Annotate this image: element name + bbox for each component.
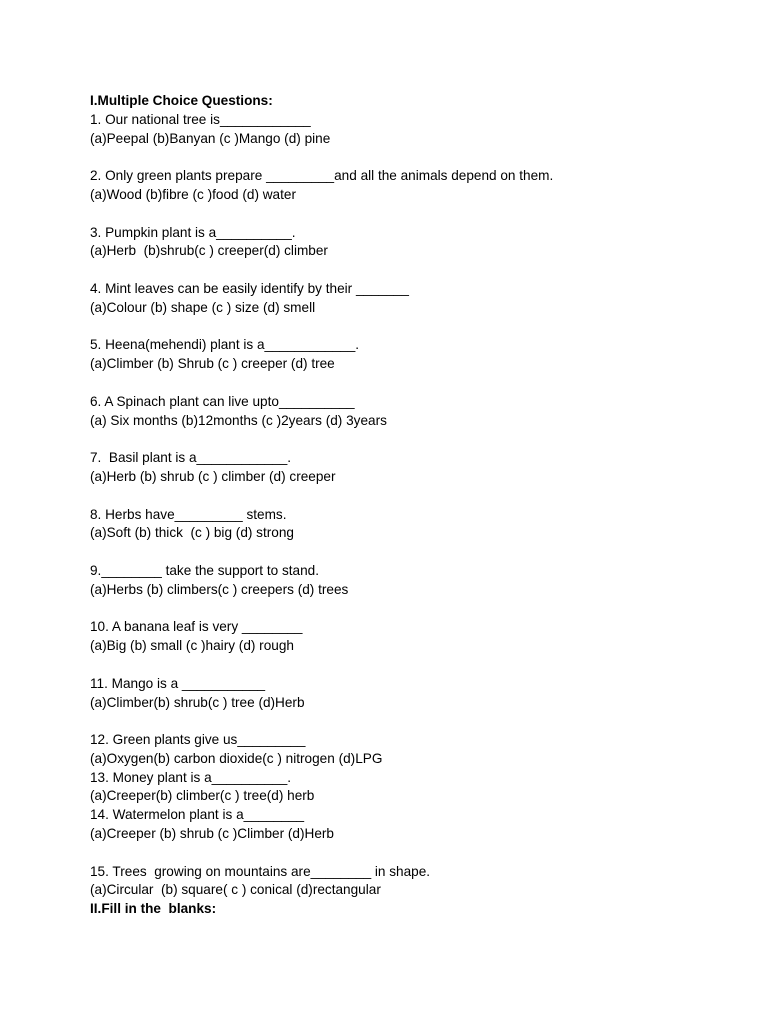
spacer (90, 543, 730, 562)
options-6: (a) Six months (b)12months (c )2years (d) 3years (90, 412, 387, 428)
question-8: 8. Herbs have_________ stems. (90, 506, 287, 522)
options-12: (a)Oxygen(b) carbon dioxide(c ) nitrogen (d)LPG (90, 750, 383, 766)
question-13: 13. Money plant is a__________. (90, 769, 292, 785)
question-7: 7. Basil plant is a____________. (90, 450, 292, 466)
options-9: (a)Herbs (b) climbers(c ) creepers (d) trees (90, 581, 349, 597)
question-4: 4. Mint leaves can be easily identify by their _______ (90, 280, 409, 296)
question-11: 11. Mango is a ___________ (90, 675, 266, 691)
options-10: (a)Big (b) small (c )hairy (d) rough (90, 638, 294, 654)
spacer (90, 844, 730, 863)
spacer (90, 318, 730, 337)
options-1: (a)Peepal (b)Banyan (c )Mango (d) pine (90, 130, 331, 146)
spacer (90, 430, 730, 449)
question-12: 12. Green plants give us_________ (90, 732, 306, 748)
options-11: (a)Climber(b) shrub(c ) tree (d)Herb (90, 694, 305, 710)
options-13: (a)Creeper(b) climber(c ) tree(d) herb (90, 788, 315, 804)
question-2: 2. Only green plants prepare _________and all the animals depend on them. (90, 168, 554, 184)
spacer (90, 712, 730, 731)
question-3: 3. Pumpkin plant is a__________. (90, 224, 296, 240)
options-3: (a)Herb (b)shrub(c ) creeper(d) climber (90, 243, 328, 259)
question-6: 6. A Spinach plant can live upto__________ (90, 393, 355, 409)
question-1: 1. Our national tree is____________ (90, 111, 311, 127)
options-5: (a)Climber (b) Shrub (c ) creeper (d) tree (90, 356, 335, 372)
options-2: (a)Wood (b)fibre (c )food (d) water (90, 186, 296, 202)
spacer (90, 656, 730, 675)
spacer (90, 487, 730, 506)
options-14: (a)Creeper (b) shrub (c )Climber (d)Herb (90, 826, 334, 842)
spacer (90, 600, 730, 619)
spacer (90, 261, 730, 280)
question-14: 14. Watermelon plant is a________ (90, 807, 305, 823)
question-9: 9.________ take the support to stand. (90, 562, 320, 578)
spacer (90, 374, 730, 393)
worksheet-content (90, 92, 730, 919)
section-heading-mcq: I.Multiple Choice Questions: (90, 93, 273, 108)
question-10: 10. A banana leaf is very ________ (90, 619, 303, 635)
question-15: 15. Trees growing on mountains are________ in shape. (90, 863, 431, 879)
section-heading-fill-blanks: II.Fill in the blanks: (90, 901, 217, 917)
spacer (90, 148, 730, 167)
question-5: 5. Heena(mehendi) plant is a____________. (90, 337, 360, 353)
options-7: (a)Herb (b) shrub (c ) climber (d) creeper (90, 468, 336, 484)
options-4: (a)Colour (b) shape (c ) size (d) smell (90, 299, 316, 315)
options-8: (a)Soft (b) thick (c ) big (d) strong (90, 525, 294, 541)
options-15: (a)Circular (b) square( c ) conical (d)rectangular (90, 882, 381, 898)
spacer (90, 205, 730, 224)
